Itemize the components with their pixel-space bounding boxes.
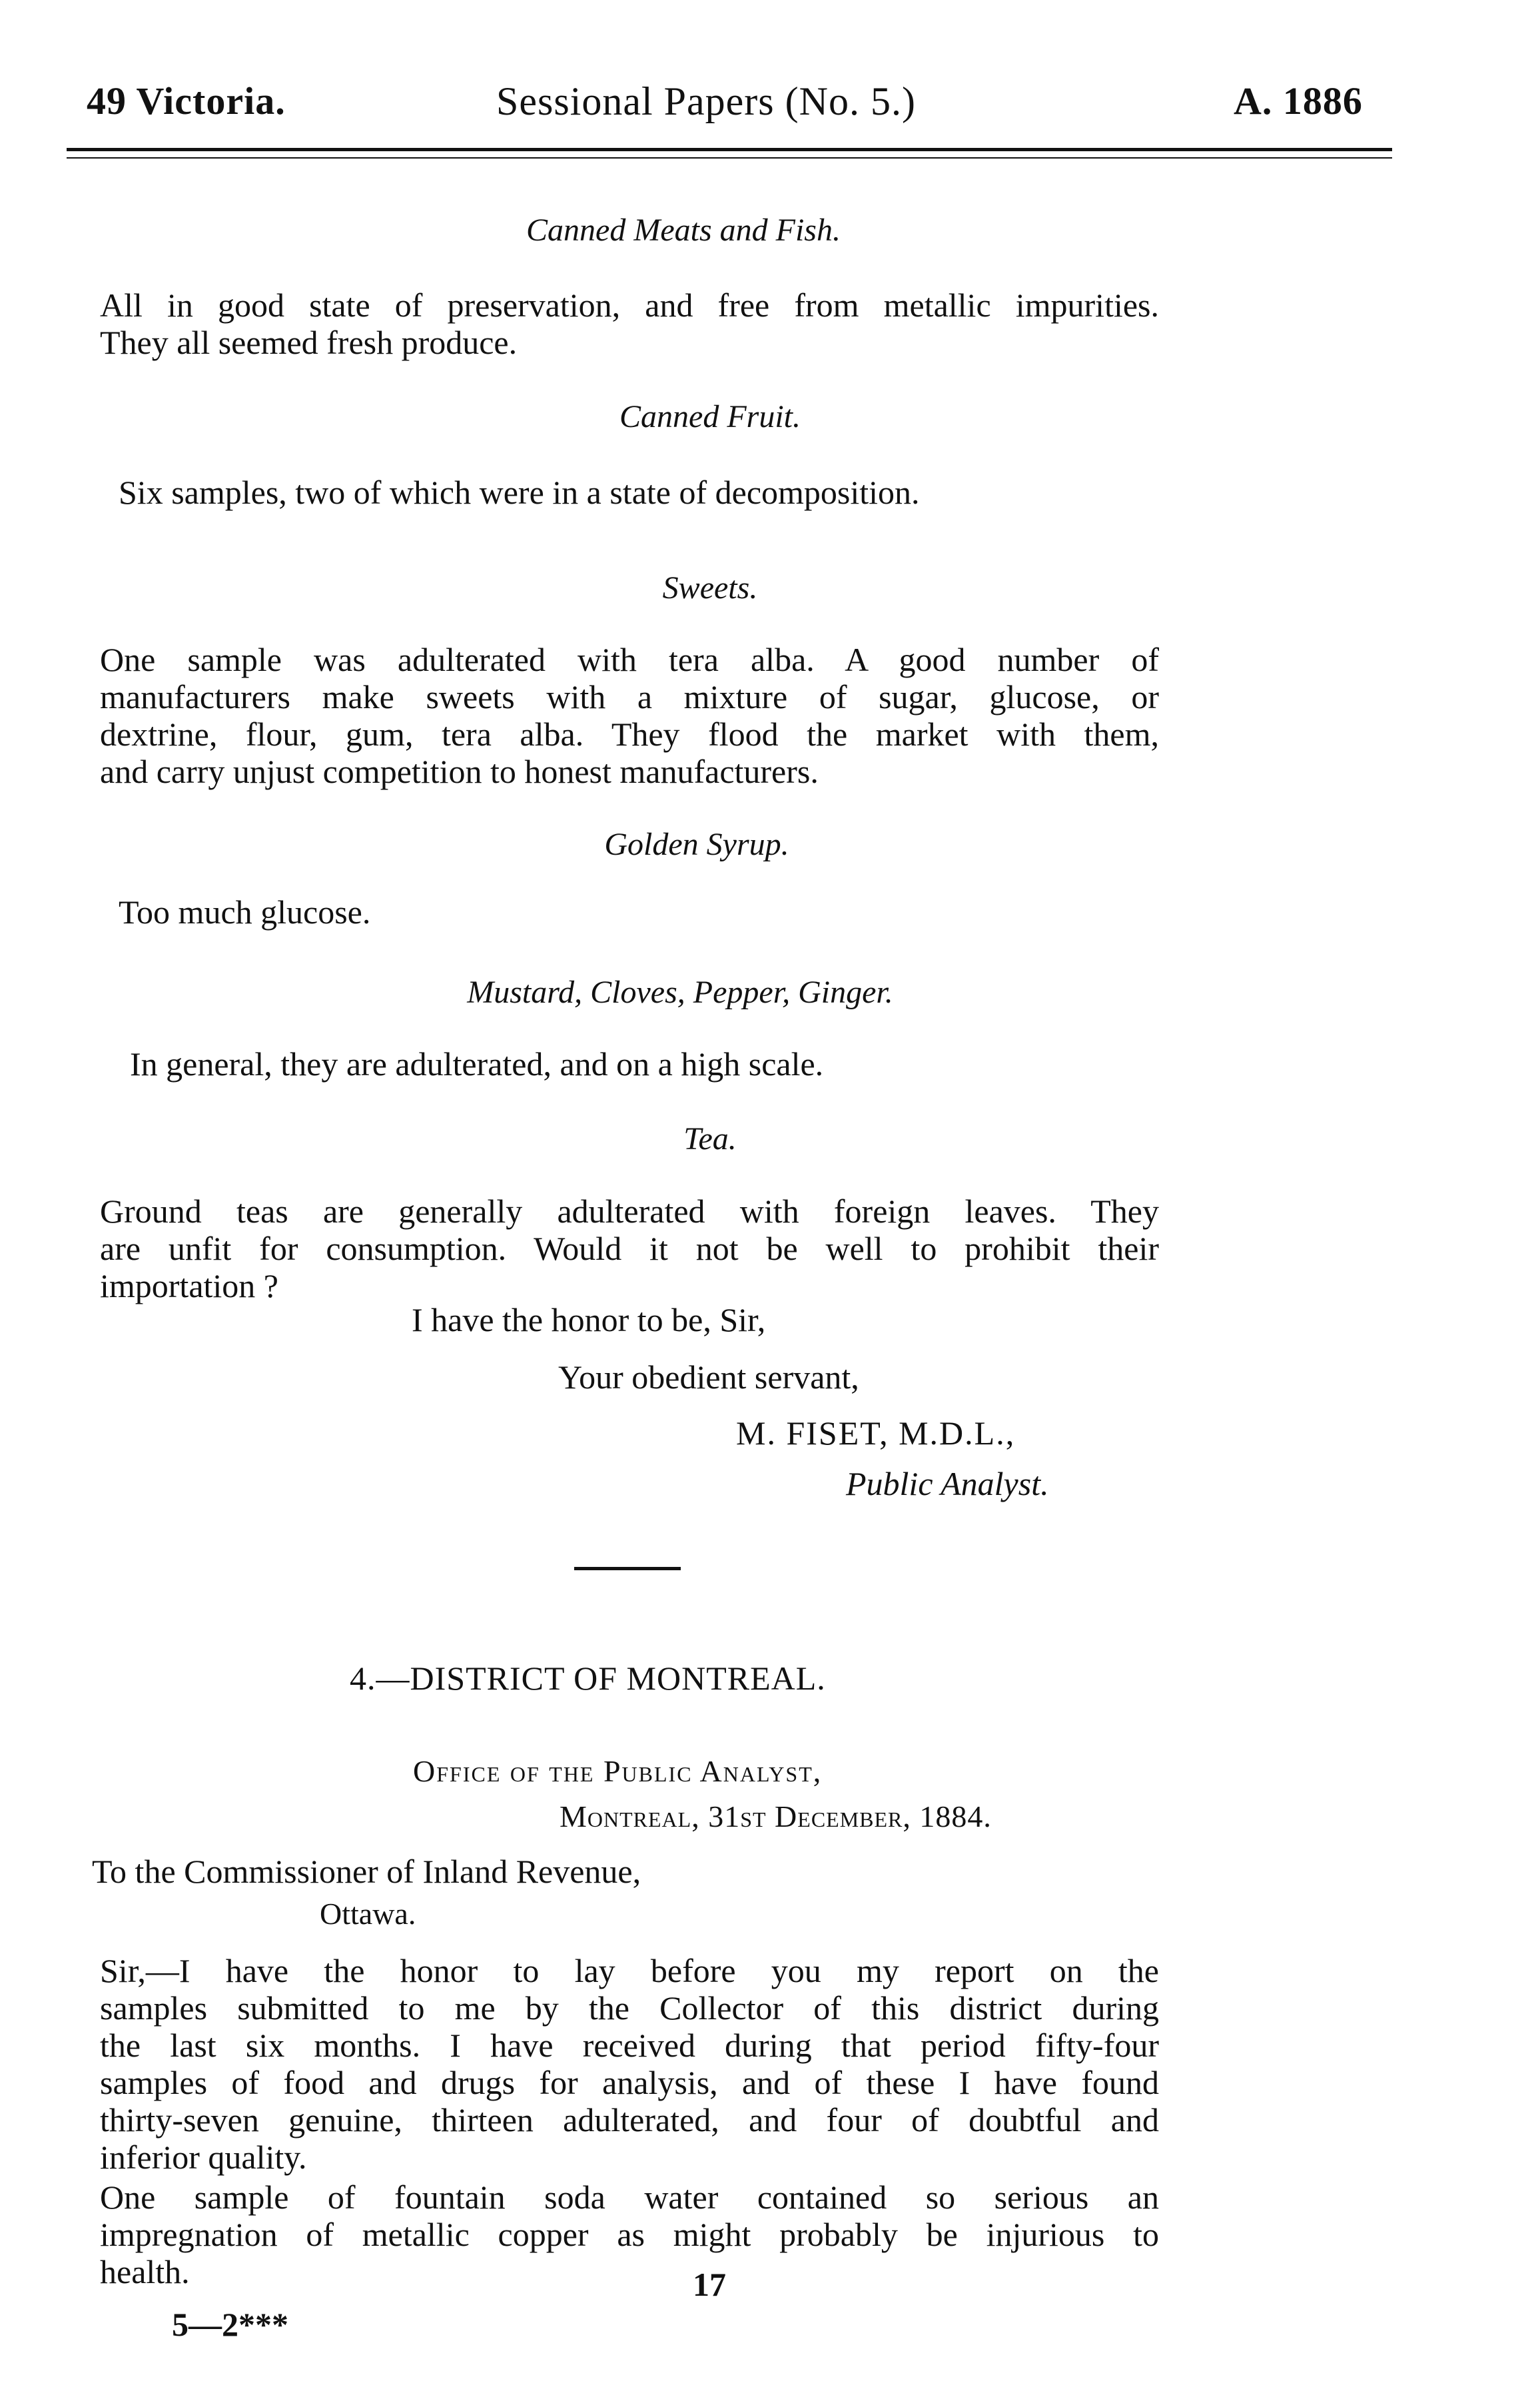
addressee-line: To the Commissioner of Inland Revenue, xyxy=(92,1853,641,1890)
line: One sample of fountain soda water contained so serious an xyxy=(100,2178,1159,2216)
line: One sample was adulterated with tera alba. A good number of xyxy=(100,641,1159,678)
line: All in good state of preservation, and free from metallic impurities. xyxy=(100,286,1159,324)
signature-mark: 5—2*** xyxy=(172,2306,288,2343)
paragraph-golden-syrup: Too much glucose. xyxy=(119,893,371,931)
line: thirty-seven genuine, thirteen adulterated, and four of doubtful and xyxy=(100,2101,1159,2139)
line: health. xyxy=(100,2253,190,2290)
line: Sir,—I have the honor to lay before you my report on the xyxy=(100,1952,1159,1989)
heading-canned-fruit: Canned Fruit. xyxy=(619,399,801,434)
line: samples submitted to me by the Collector of this district during xyxy=(100,1989,1159,2027)
paragraph-canned-meats xyxy=(100,286,1159,361)
line: impregnation of metallic copper as might probably be injurious to xyxy=(100,2216,1159,2253)
paragraph-report xyxy=(100,1952,1159,2176)
line: are unfit for consumption. Would it not be well to prohibit their xyxy=(100,1230,1159,1267)
place-date-line: Montreal, 31st December, 1884. xyxy=(560,1799,992,1833)
signature-title: Public Analyst. xyxy=(846,1465,1049,1502)
section-divider xyxy=(574,1567,681,1570)
addressee-city: Ottawa. xyxy=(320,1897,416,1931)
signature-closing: I have the honor to be, Sir, xyxy=(412,1301,766,1338)
paragraph-soda-water xyxy=(100,2178,1159,2290)
paragraph-spices: In general, they are adulterated, and on a high scale. xyxy=(130,1045,824,1083)
heading-tea: Tea. xyxy=(683,1121,737,1157)
office-line: Office of the Public Analyst, xyxy=(413,1754,823,1788)
header-center: Sessional Papers (No. 5.) xyxy=(496,79,916,123)
line: dextrine, flour, gum, tera alba. They flood the market with them, xyxy=(100,716,1159,753)
heading-spices: Mustard, Cloves, Pepper, Ginger. xyxy=(467,975,893,1010)
line: They all seemed fresh produce. xyxy=(100,324,518,361)
page-number: 17 xyxy=(693,2266,726,2303)
header-left: 49 Victoria. xyxy=(87,79,286,123)
line: inferior quality. xyxy=(100,2139,307,2176)
signature-name: M. FISET, M.D.L., xyxy=(736,1414,1016,1452)
heading-district-montreal: 4.—DISTRICT OF MONTREAL. xyxy=(350,1660,826,1697)
heading-sweets: Sweets. xyxy=(662,570,758,606)
paragraph-canned-fruit: Six samples, two of which were in a state of decomposition. xyxy=(119,474,920,511)
paragraph-sweets xyxy=(100,641,1159,790)
line: Ground teas are generally adulterated with foreign leaves. They xyxy=(100,1193,1159,1230)
paragraph-tea xyxy=(100,1193,1159,1304)
line: the last six months. I have received during that period fifty-four xyxy=(100,2027,1159,2064)
line: and carry unjust competition to honest manufacturers. xyxy=(100,753,819,790)
line: importation ? xyxy=(100,1267,278,1304)
header-rule-thick xyxy=(67,148,1392,151)
line: manufacturers make sweets with a mixture of sugar, glucose, or xyxy=(100,678,1159,716)
header-right: A. 1886 xyxy=(1234,79,1363,123)
header-rule-thin xyxy=(67,157,1392,159)
line: samples of food and drugs for analysis, and of these I have found xyxy=(100,2064,1159,2101)
heading-golden-syrup: Golden Syrup. xyxy=(604,827,789,862)
heading-canned-meats: Canned Meats and Fish. xyxy=(526,213,841,248)
signature-servant: Your obedient servant, xyxy=(558,1358,859,1396)
